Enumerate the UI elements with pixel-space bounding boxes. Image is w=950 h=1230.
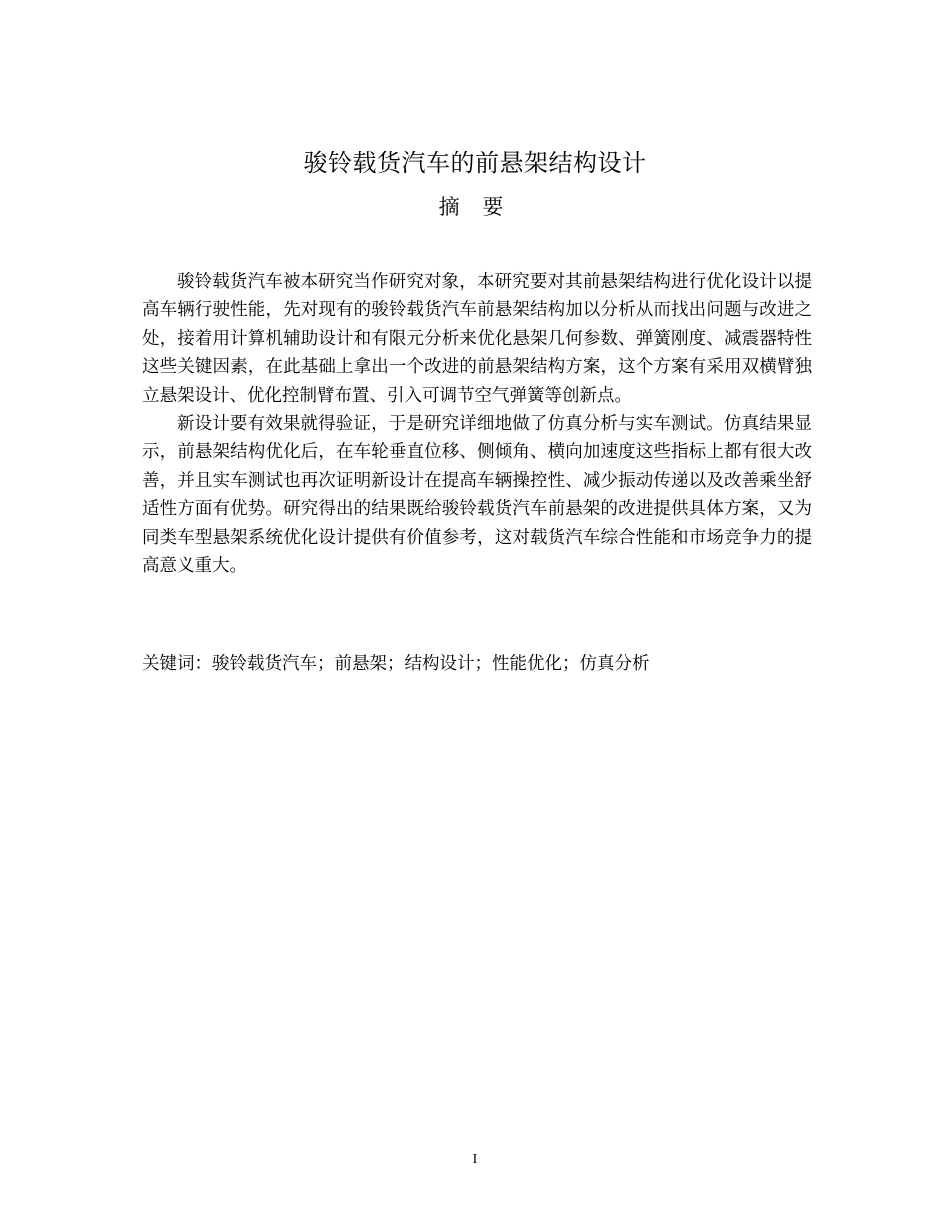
keywords-label: 关键词： (142, 654, 212, 674)
document-title: 骏铃载货汽车的前悬架结构设计 (303, 149, 647, 177)
keywords-line (142, 650, 812, 678)
abstract-paragraph: 新设计要有效果就得验证，于是研究详细地做了仿真分析与实车测试。仿真结果显示，前悬架结构优化后，在车轮垂直位移、侧倾角、横向加速度这些指标上都有很大改善，并且实车测试也再次证明新设计在提高车辆操控性、减少振动传递以及改善乘坐舒适性方面有优势。研究得出的结果既给骏铃载货汽车前悬架的改进提供具体方案，又为同类车型悬架系统优化设计提供有价值参考，这对载货汽车综合性能和市场竞争力的提高意义重大。 (142, 414, 812, 577)
abstract-body (142, 268, 812, 580)
page-number: I (472, 1152, 478, 1167)
keywords-list: 骏铃载货汽车；前悬架；结构设计；性能优化；仿真分析 (212, 654, 650, 674)
abstract-paragraph: 骏铃载货汽车被本研究当作研究对象，本研究要对其前悬架结构进行优化设计以提高车辆行驶性能，先对现有的骏铃载货汽车前悬架结构加以分析从而找出问题与改进之处，接着用计算机辅助设计和有限元分析来优化悬架几何参数、弹簧刚度、减震器特性这些关键因素，在此基础上拿出一个改进的前悬架结构方案，这个方案有采用双横臂独立悬架设计、优化控制臂布置、引入可调节空气弹簧等创新点。 (142, 272, 812, 406)
abstract-heading: 摘 要 (438, 195, 512, 219)
